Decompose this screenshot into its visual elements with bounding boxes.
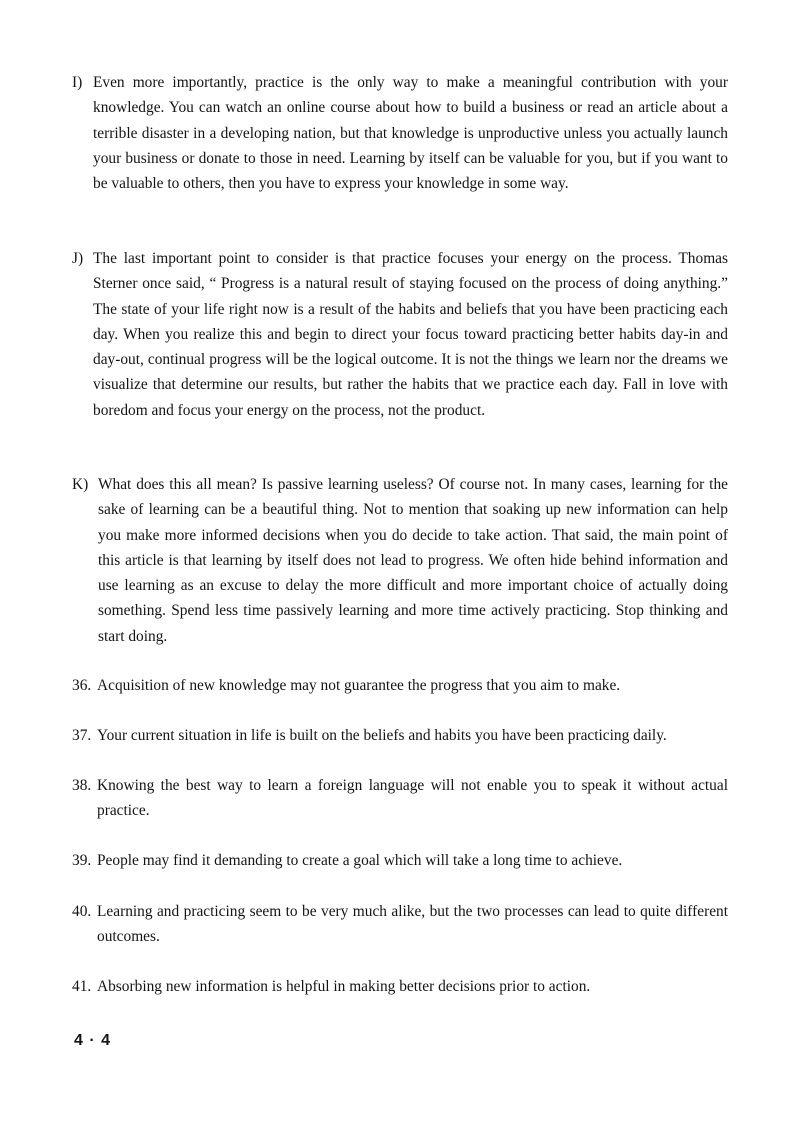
- statement-number: 36.: [72, 677, 92, 694]
- statement-number: 41.: [72, 978, 92, 995]
- statement-number: 37.: [72, 727, 92, 744]
- statement-text: Absorbing new information is helpful in making better decisions prior to action.: [97, 978, 591, 995]
- statement-36: [72, 673, 728, 698]
- statement-number: 39.: [72, 852, 92, 869]
- statement-39: [72, 848, 728, 873]
- paragraph-j: [72, 246, 728, 423]
- statement-41: [72, 974, 728, 999]
- paragraph-text: The last important point to consider is that practice focuses your energy on the process. Thomas Sterner once said, “ Progress is a natural result of staying focused on the process of doing anything.” The state of your life right now is a result of the habits and beliefs that you have been practicing each day. When you realize this and begin to direct your focus toward practicing better habits day-in and day-out, continual progress will be the logical outcome. It is not the things we learn nor the dreams we visualize that determine our results, but rather the habits that we practice each day. Fall in love with boredom and focus your energy on the process, not the product.: [93, 250, 728, 419]
- paragraph-text: Even more importantly, practice is the only way to make a meaningful contribution with your knowledge. You can watch an online course about how to build a business or read an article about a terrible disaster in a developing nation, but that knowledge is unproductive unless you actually launch your business or donate to those in need. Learning by itself can be valuable for you, but if you want to be valuable to others, then you have to express your knowledge in some way.: [93, 74, 728, 193]
- statement-37: [72, 723, 728, 748]
- statement-text: Acquisition of new knowledge may not guarantee the progress that you aim to make.: [97, 677, 621, 694]
- paragraph-label: J): [72, 250, 84, 267]
- statement-38: [72, 773, 728, 824]
- statement-number: 38.: [72, 777, 92, 794]
- statement-text: Your current situation in life is built on the beliefs and habits you have been practicing daily.: [97, 727, 667, 744]
- statement-text: Learning and practicing seem to be very much alike, but the two processes can lead to quite different outcomes.: [97, 903, 728, 946]
- paragraph-text: What does this all mean? Is passive learning useless? Of course not. In many cases, learning for the sake of learning can be a beautiful thing. Not to mention that soaking up new information can help you make more informed decisions when you do decide to take action. That said, the main point of this article is that learning by itself does not lead to progress. We often hide behind information and use learning as an excuse to delay the more difficult and more important choice of actually doing something. Spend less time passively learning and more time actively practicing. Stop thinking and start doing.: [98, 476, 728, 645]
- statement-text: Knowing the best way to learn a foreign language will not enable you to speak it without actual practice.: [97, 777, 728, 820]
- page-number: 4 · 4: [74, 1032, 112, 1049]
- paragraph-k: [72, 472, 728, 649]
- statement-40: [72, 899, 728, 950]
- paragraph-label: I): [72, 74, 83, 91]
- statement-number: 40.: [72, 903, 92, 920]
- paragraph-label: K): [72, 476, 89, 493]
- statement-text: People may find it demanding to create a goal which will take a long time to achieve.: [97, 852, 623, 869]
- paragraph-i: [72, 70, 728, 196]
